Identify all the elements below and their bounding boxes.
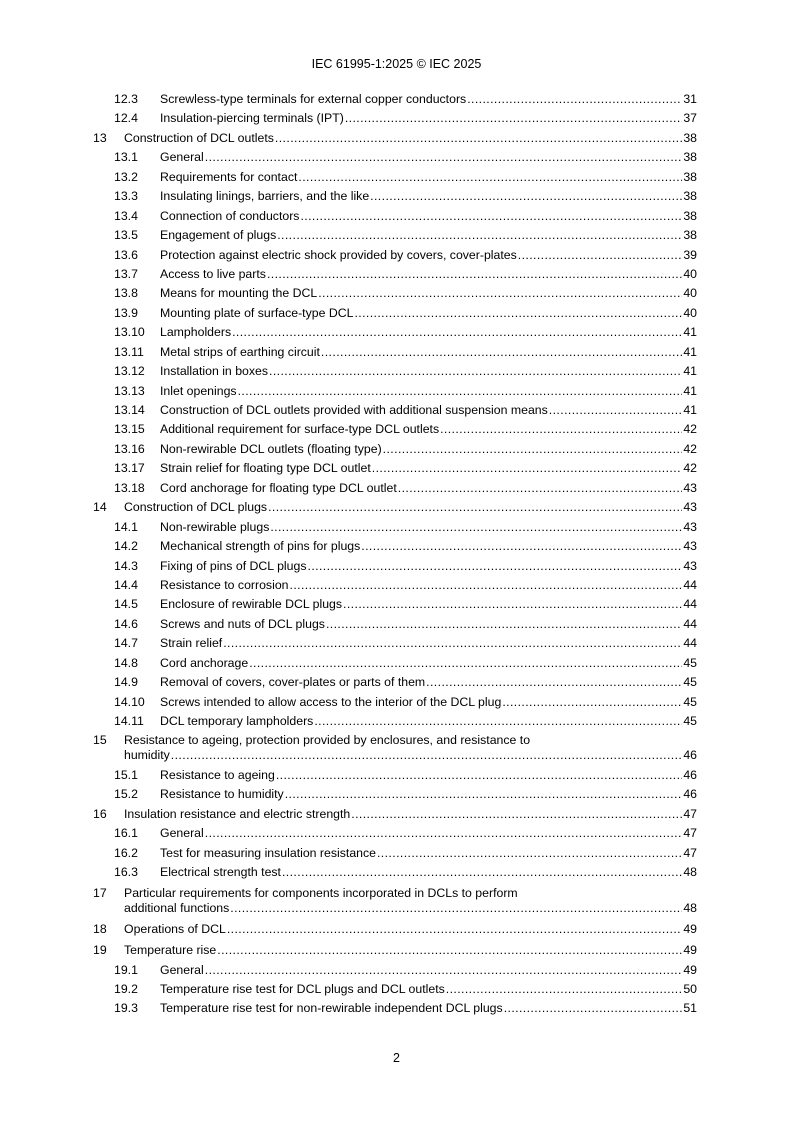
dot-leader [361,539,682,554]
toc-entry-title: Insulating linings, barriers, and the like [160,189,370,204]
dot-leader [285,787,683,802]
toc-entry-number: 14.4 [114,577,138,592]
toc-entry[interactable] [93,826,697,841]
dot-leader [372,461,683,476]
toc-entry-number: 16 [93,806,107,821]
toc-entry-page: 50 [683,981,697,996]
toc-entry-page: 38 [683,208,697,223]
toc-entry-number: 14.11 [114,714,144,728]
toc-entry-number: 13 [93,130,107,145]
dot-leader [504,1001,683,1016]
toc-entry[interactable] [93,695,697,710]
toc-entry-number: 16.3 [114,865,138,880]
toc-entry[interactable] [93,267,697,282]
dot-leader [268,500,682,515]
toc-entry[interactable] [93,461,697,476]
toc-entry[interactable] [93,384,697,399]
toc-entry-page: 49 [683,962,697,977]
toc-entry-number: 19.1 [114,962,138,977]
page-number: 2 [393,1051,400,1065]
toc-entry[interactable] [93,500,697,515]
toc-entry-page: 47 [683,845,697,860]
dot-leader [446,982,683,997]
toc-entry[interactable] [93,442,697,457]
dot-leader [249,656,682,671]
toc-entry-page: 48 [683,901,697,916]
toc-entry-number: 13.16 [114,441,145,456]
toc-entry[interactable] [93,345,697,360]
toc-entry-title: Metal strips of earthing circuit [160,344,320,359]
toc-entry-title: Construction of DCL outlets [124,130,274,145]
toc-entry-number: 13.1 [114,150,138,165]
toc-entry-title: Additional requirement for surface-type DCL outlets [160,422,440,437]
toc-entry-page: 41 [683,364,697,379]
toc-entry[interactable] [93,963,697,978]
toc-entry[interactable] [93,422,697,437]
toc-entry[interactable] [93,656,697,671]
toc-entry[interactable] [93,675,697,690]
dot-leader [290,578,683,593]
toc-entry[interactable] [93,865,697,880]
dot-leader [321,345,682,360]
toc-entry-number: 13.11 [114,344,144,359]
dot-leader [440,422,682,437]
toc-entry-number: 13.14 [114,403,145,417]
dot-leader [238,384,683,399]
toc-entry[interactable] [93,228,697,243]
toc-entry-page: 44 [683,616,697,631]
toc-entry-title: Particular requirements for components incorporated in DCLs to perform [124,886,518,901]
toc-entry-number: 13.15 [114,422,145,437]
toc-entry-page: 43 [683,519,697,534]
toc-entry-number: 13.4 [114,208,138,223]
table-of-contents [93,92,697,1016]
toc-entry-number: 16.1 [114,826,138,841]
toc-entry-number: 14 [93,500,107,515]
toc-entry-title: Insulation resistance and electric strength [124,806,351,821]
dot-leader [377,846,682,861]
toc-entry[interactable] [93,481,697,496]
toc-entry-page: 38 [683,130,697,145]
dot-leader [370,189,682,204]
dot-leader [276,768,682,783]
toc-entry-title: Non-rewirable plugs [160,519,270,534]
toc-entry[interactable] [93,364,697,379]
toc-entry-title: Screws and nuts of DCL plugs [160,616,325,631]
dot-leader [227,922,682,937]
toc-entry-page: 45 [683,714,697,728]
toc-entry-number: 12.3 [114,92,138,106]
toc-entry-title: Access to live parts [160,266,266,281]
toc-entry[interactable] [93,111,697,126]
toc-entry[interactable] [93,982,697,997]
toc-entry-number: 14.7 [114,636,138,651]
toc-entry-page: 45 [683,694,697,709]
toc-entry-title: Strain relief [160,636,223,651]
toc-entry[interactable] [93,1001,697,1016]
dot-leader [383,442,683,457]
toc-entry-page: 41 [683,383,697,398]
page-header: IEC 61995-1:2025 © IEC 2025 [311,57,482,71]
toc-entry[interactable] [93,325,697,340]
dot-leader [351,807,682,822]
toc-entry-number: 15.2 [114,787,138,802]
toc-entry-title: Screwless-type terminals for external copper conductors [160,92,467,106]
toc-entry-page: 45 [683,655,697,670]
toc-entry-title: Construction of DCL plugs [124,500,268,515]
toc-entry[interactable] [93,150,697,165]
toc-entry-page: 48 [683,865,697,880]
dot-leader [298,170,682,185]
toc-entry-title: Test for measuring insulation resistance [160,845,376,860]
toc-entry-number: 14.1 [114,519,138,534]
dot-leader [205,150,683,165]
toc-entry[interactable] [93,846,697,861]
toc-entry[interactable] [93,286,697,301]
toc-entry-number: 16.2 [114,845,138,860]
toc-entry[interactable] [93,578,697,593]
toc-entry-page: 43 [683,558,697,573]
dot-leader [230,901,682,916]
toc-entry-title: Temperature rise test for non-rewirable independent DCL plugs [160,1001,503,1016]
toc-entry-page: 47 [683,806,697,821]
toc-entry-title: General [160,826,204,841]
toc-entry-title: Mechanical strength of pins for plugs [160,539,361,554]
toc-entry-title: Mounting plate of surface-type DCL [160,305,354,320]
toc-entry-number: 12.4 [114,111,138,126]
toc-entry[interactable] [93,520,697,535]
toc-entry-title: Requirements for contact [160,169,298,184]
toc-entry[interactable] [93,787,697,802]
toc-entry-page: 45 [683,675,697,690]
dot-leader [269,364,682,379]
toc-entry-page: 47 [683,826,697,841]
toc-entry-page: 40 [683,266,697,281]
toc-entry-number: 13.18 [114,480,145,495]
toc-entry-title: Resistance to humidity [160,787,284,802]
toc-entry[interactable] [93,559,697,574]
toc-entry-title-continued: additional functions [124,901,230,916]
toc-entry-page: 44 [683,597,697,612]
toc-entry-number: 13.3 [114,189,138,204]
toc-entry-number: 14.2 [114,539,138,554]
toc-entry-title: Resistance to corrosion [160,577,289,592]
toc-entry-title: Cord anchorage [160,655,249,670]
toc-entry-page: 38 [683,189,697,204]
toc-entry-title: Cord anchorage for floating type DCL outlet [160,480,397,495]
toc-entry[interactable] [93,922,697,937]
dot-leader [502,695,682,710]
dot-leader [223,636,682,651]
toc-entry[interactable] [93,714,697,729]
toc-entry-number: 13.9 [114,305,138,320]
toc-entry-title: General [160,962,204,977]
toc-entry-page: 41 [683,403,697,417]
toc-entry-title: Temperature rise [124,943,217,958]
toc-entry-number: 13.10 [114,325,145,340]
toc-entry-number: 19.3 [114,1001,138,1016]
toc-entry-title: Construction of DCL outlets provided with additional suspension means [160,403,548,417]
toc-entry[interactable] [93,189,697,204]
toc-entry-title: Strain relief for floating type DCL outlet [160,461,371,476]
toc-entry-title-continued: humidity [124,748,170,763]
dot-leader [318,286,682,301]
toc-entry-number: 14.9 [114,675,138,690]
toc-entry-number: 13.8 [114,286,138,301]
toc-entry-page: 43 [683,480,697,495]
toc-entry-number: 13.13 [114,383,145,398]
toc-entry[interactable] [93,807,697,822]
dot-leader [426,675,682,690]
toc-entry[interactable] [93,597,697,612]
dot-leader [267,267,682,282]
dot-leader [467,92,682,107]
toc-entry-title: Operations of DCL [124,922,226,937]
toc-entry[interactable] [93,92,697,107]
toc-entry-page: 46 [683,767,697,782]
toc-entry-title: Means for mounting the DCL [160,286,318,301]
toc-entry[interactable] [93,306,697,321]
dot-leader [171,748,683,763]
dot-leader [518,248,683,263]
dot-leader [282,865,682,880]
dot-leader [232,325,682,340]
dot-leader [277,228,682,243]
toc-entry-number: 19.2 [114,981,138,996]
toc-entry-title: Resistance to ageing [160,767,275,782]
toc-entry-title: Electrical strength test [160,865,281,880]
toc-entry[interactable] [93,886,697,916]
toc-entry-number: 14.5 [114,597,138,612]
toc-entry-number: 15.1 [114,767,138,782]
toc-entry-title: Non-rewirable DCL outlets (floating type) [160,441,382,456]
toc-entry-number: 14.10 [114,694,145,709]
dot-leader [270,520,682,535]
toc-entry-page: 38 [683,169,697,184]
toc-entry-title: Lampholders [160,325,232,340]
toc-entry-page: 41 [683,344,697,359]
dot-leader [205,963,683,978]
toc-entry[interactable] [93,539,697,554]
toc-entry-page: 40 [683,286,697,301]
toc-entry-title: Enclosure of rewirable DCL plugs [160,597,343,612]
toc-entry-page: 49 [683,943,697,958]
toc-entry-number: 13.6 [114,247,138,262]
toc-entry-page: 46 [683,748,697,763]
dot-leader [343,597,682,612]
toc-entry-title: Resistance to ageing, protection provided by enclosures, and resistance to [124,733,531,748]
toc-entry-page: 42 [683,422,697,437]
toc-entry-number: 15 [93,733,107,748]
toc-entry-number: 18 [93,922,107,937]
toc-entry-page: 41 [683,325,697,340]
toc-entry-title: Insulation-piercing terminals (IPT) [160,111,344,126]
dot-leader [314,714,682,729]
toc-entry-number: 17 [93,886,107,901]
dot-leader [345,111,682,126]
toc-entry[interactable] [93,733,697,763]
dot-leader [354,306,682,321]
toc-entry-page: 38 [683,150,697,165]
toc-entry[interactable] [93,768,697,783]
toc-entry-page: 37 [683,111,697,126]
toc-entry[interactable] [93,209,697,224]
dot-leader [275,131,682,146]
toc-entry[interactable] [93,403,697,418]
toc-entry-page: 44 [683,636,697,651]
dot-leader [300,209,682,224]
toc-entry[interactable] [93,248,697,263]
toc-entry-title: Connection of conductors [160,208,300,223]
toc-entry[interactable] [93,943,697,958]
toc-entry-number: 13.7 [114,266,138,281]
toc-entry-title: DCL temporary lampholders [160,714,314,728]
toc-entry-title: Removal of covers, cover-plates or parts of them [160,675,426,690]
toc-entry-title: Protection against electric shock provided by covers, cover-plates [160,247,517,262]
toc-entry-page: 43 [683,539,697,554]
toc-entry-number: 14.6 [114,616,138,631]
toc-entry-title: Installation in boxes [160,364,269,379]
dot-leader [398,481,683,496]
toc-entry-title: General [160,150,204,165]
toc-entry-page: 43 [683,500,697,515]
dot-leader [308,559,683,574]
toc-entry-page: 39 [683,247,697,262]
toc-entry[interactable] [93,617,697,632]
toc-entry-number: 13.17 [114,461,145,476]
toc-entry-page: 51 [683,1001,697,1016]
toc-entry-page: 42 [683,461,697,476]
toc-entry-page: 46 [683,787,697,802]
toc-entry-title: Fixing of pins of DCL plugs [160,558,307,573]
toc-entry-page: 38 [683,228,697,243]
toc-entry-number: 13.5 [114,228,138,243]
toc-entry-page: 40 [683,305,697,320]
toc-entry-number: 14.3 [114,558,138,573]
toc-entry-number: 13.12 [114,364,145,379]
toc-entry-number: 14.8 [114,655,138,670]
toc-entry-title: Engagement of plugs [160,228,277,243]
toc-entry-title: Screws intended to allow access to the interior of the DCL plug [160,694,502,709]
toc-entry[interactable] [93,636,697,651]
toc-entry-page: 31 [683,92,697,106]
dot-leader [205,826,683,841]
toc-entry[interactable] [93,170,697,185]
toc-entry-page: 44 [683,577,697,592]
toc-entry[interactable] [93,131,697,146]
toc-entry-page: 49 [683,922,697,937]
dot-leader [326,617,682,632]
dot-leader [549,403,683,418]
toc-entry-number: 13.2 [114,169,138,184]
toc-entry-title: Temperature rise test for DCL plugs and DCL outlets [160,981,445,996]
toc-entry-page: 42 [683,441,697,456]
dot-leader [217,943,682,958]
toc-entry-title: Inlet openings [160,383,237,398]
toc-entry-number: 19 [93,943,107,958]
